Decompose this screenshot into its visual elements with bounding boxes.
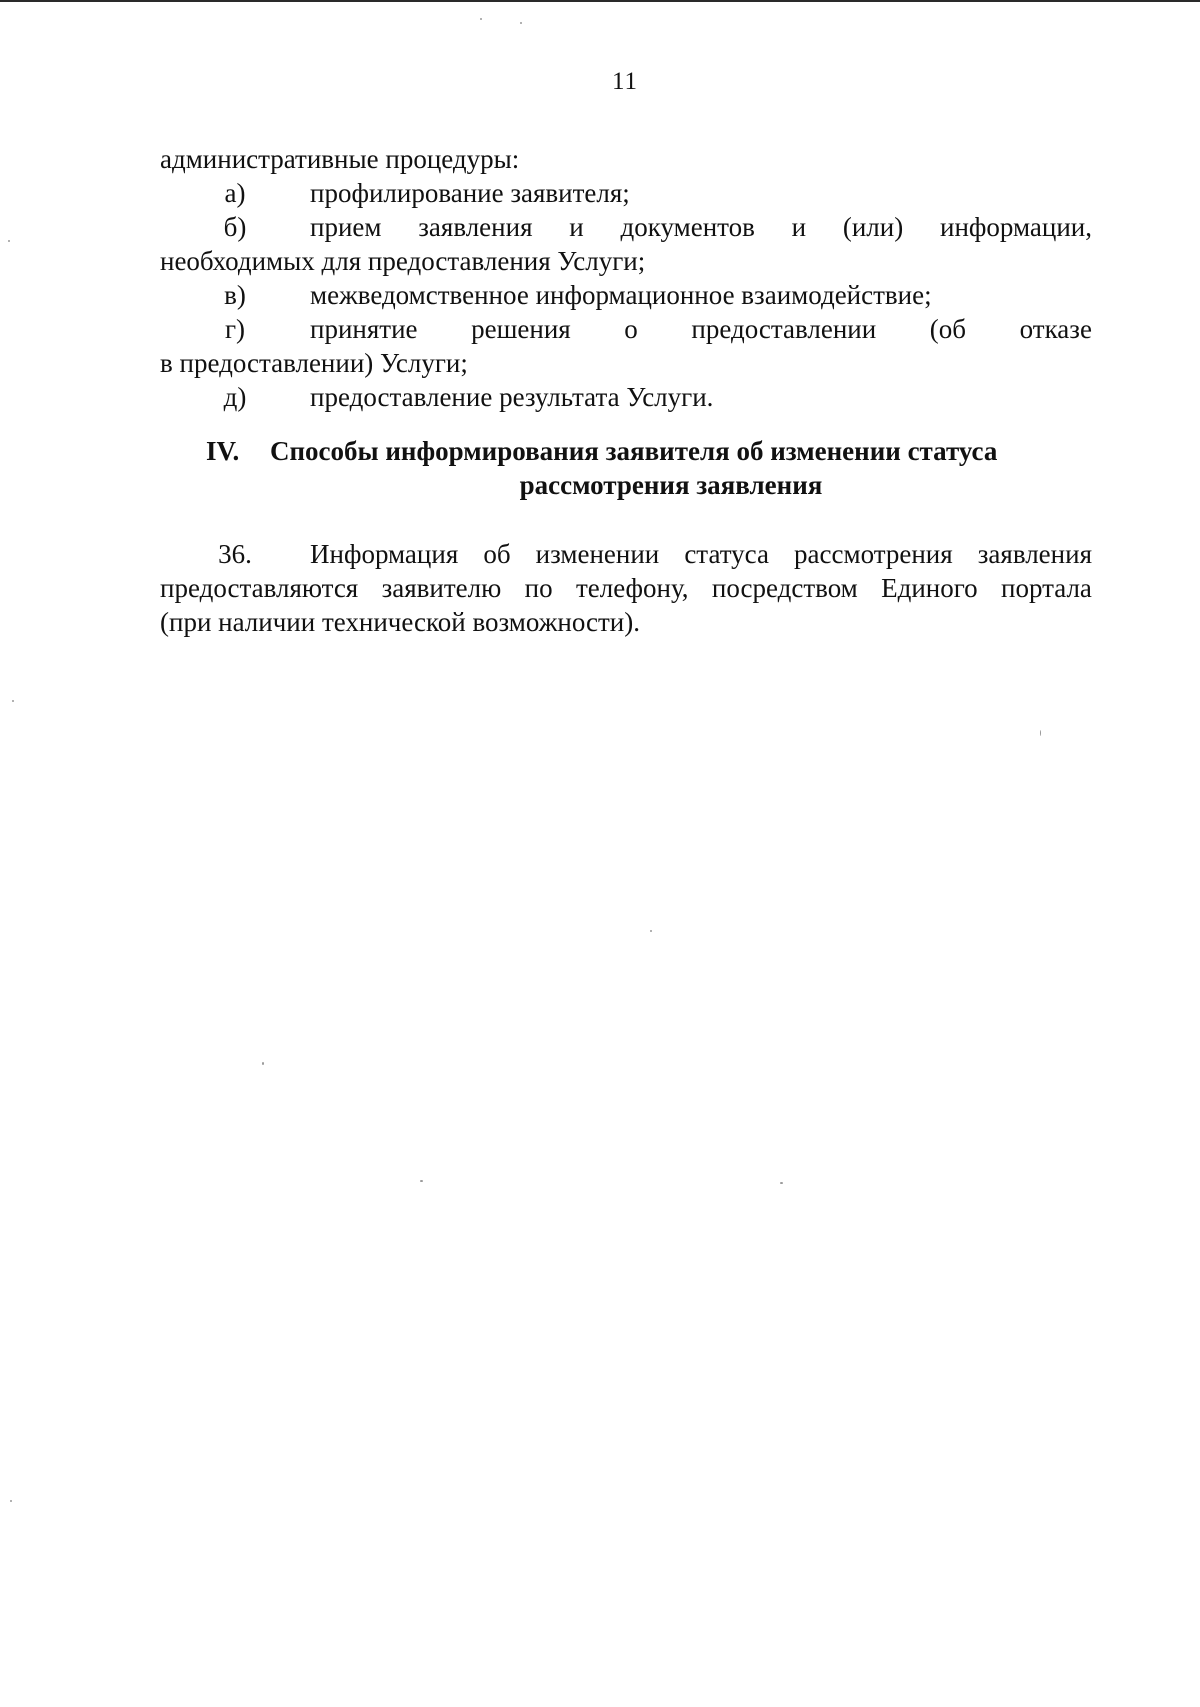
- list-item-continuation: в предоставлении) Услуги;: [160, 348, 468, 378]
- scan-speck: [8, 240, 10, 242]
- scan-top-edge: [0, 0, 1200, 2]
- word: принятие: [310, 314, 418, 344]
- word: по: [524, 573, 553, 603]
- section-heading-line-1: [160, 434, 1092, 468]
- scan-speck: [1040, 730, 1041, 736]
- word: заявления: [977, 539, 1092, 569]
- intro-line: административные процедуры:: [160, 144, 520, 174]
- section-heading: [160, 434, 1092, 502]
- word: предоставляются: [160, 573, 359, 603]
- word: прием: [310, 212, 382, 242]
- list-item-letter: б): [223, 212, 247, 242]
- list-item: [160, 210, 1092, 244]
- word: посредством: [711, 573, 858, 603]
- list-item-text: [310, 210, 1092, 244]
- paragraph-line-3: (при наличии технической возможности).: [160, 607, 640, 637]
- word: (или): [842, 212, 904, 242]
- list-item: [160, 278, 1092, 312]
- paragraph-line-1: [160, 537, 1092, 571]
- word: отказе: [1019, 314, 1092, 344]
- list-item-letter: д): [223, 382, 247, 412]
- procedure-list: [160, 176, 1092, 414]
- list-item-text: предоставление результата Услуги.: [310, 382, 714, 412]
- paragraph-number: 36.: [218, 539, 252, 569]
- scan-speck: [780, 1182, 783, 1184]
- word: и: [791, 212, 807, 242]
- section-title-line-2: рассмотрения заявления: [519, 470, 823, 500]
- list-item: [160, 380, 1092, 414]
- list-item-letter: а): [224, 178, 246, 208]
- scan-speck: [650, 930, 652, 932]
- scan-speck: [262, 1062, 264, 1065]
- scan-speck: [480, 18, 482, 20]
- word: Информация: [310, 539, 459, 569]
- page-number: 11: [611, 68, 639, 95]
- word: Единого: [881, 573, 978, 603]
- paragraph-line-2: [160, 571, 1092, 605]
- word: информации,: [940, 212, 1092, 242]
- word: изменении: [535, 539, 660, 569]
- word: портала: [1001, 573, 1092, 603]
- word: решения: [471, 314, 571, 344]
- paragraph-36: [160, 537, 1092, 639]
- word: об: [483, 539, 511, 569]
- list-item-text: межведомственное информационное взаимодействие;: [310, 280, 932, 310]
- word: заявителю: [381, 573, 502, 603]
- word: предоставлении: [691, 314, 877, 344]
- list-item-letter: в): [224, 280, 246, 310]
- list-item: [160, 312, 1092, 346]
- word: (об: [929, 314, 967, 344]
- word: заявления: [418, 212, 533, 242]
- list-item-continuation: необходимых для предоставления Услуги;: [160, 246, 646, 276]
- intro-text: [160, 142, 1092, 176]
- word: телефону,: [575, 573, 689, 603]
- word: о: [624, 314, 638, 344]
- section-number: IV.: [206, 436, 240, 466]
- scan-speck: [10, 1500, 12, 1502]
- scan-speck: [420, 1180, 423, 1182]
- paragraph-words: [310, 537, 1092, 571]
- list-item-text: профилирование заявителя;: [310, 178, 630, 208]
- scan-speck: [12, 700, 14, 702]
- list-item-letter: г): [224, 314, 246, 344]
- scan-speck: [520, 22, 522, 24]
- section-title-line-1: Способы информирования заявителя об изменении статуса: [270, 436, 998, 466]
- list-item: [160, 176, 1092, 210]
- list-item-text: [310, 312, 1092, 346]
- word: документов: [620, 212, 755, 242]
- word: и: [569, 212, 584, 242]
- word: рассмотрения: [794, 539, 953, 569]
- word: статуса: [684, 539, 769, 569]
